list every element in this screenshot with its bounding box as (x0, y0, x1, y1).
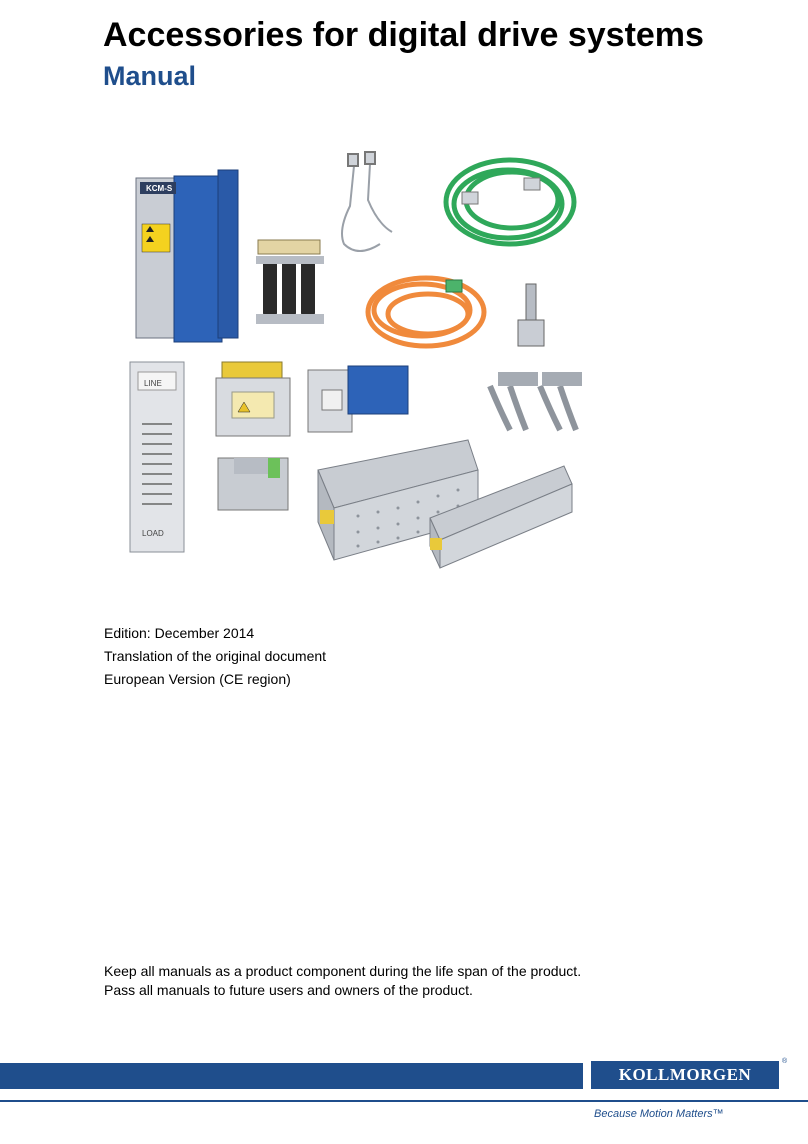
filter-line-label: LINE (144, 379, 162, 388)
mains-filter-illustration (130, 362, 184, 552)
green-cable-illustration (446, 160, 574, 244)
footer-rule (0, 1100, 808, 1102)
translation-note: Translation of the original document (104, 648, 327, 664)
kcm-module-illustration (136, 170, 238, 342)
manual-notice (104, 962, 581, 1000)
kcm-label: KCM-S (146, 184, 173, 193)
brand-tagline: Because Motion Matters™ (594, 1108, 724, 1120)
edition-info (104, 622, 326, 691)
document-subtitle: Manual (103, 61, 197, 91)
notice-line-2: Pass all manuals to future users and owners of the product. (104, 982, 473, 998)
registered-mark: ® (782, 1058, 788, 1065)
notice-line-1: Keep all manuals as a product component during the life span of the product. (104, 963, 582, 979)
product-collage-image (118, 140, 588, 570)
shield-clamp-illustration (490, 284, 582, 430)
orange-cable-illustration (368, 278, 484, 346)
line-choke-illustration (256, 240, 324, 324)
document-title: Accessories for digital drive systems (103, 16, 704, 54)
kollmorgen-logo: KOLLMORGEN (591, 1061, 779, 1089)
transformer-illustration (216, 362, 290, 436)
footer-band (0, 1063, 583, 1089)
small-cable-illustration (342, 152, 392, 251)
version-note: European Version (CE region) (104, 671, 291, 687)
regen-resistor-small-illustration (308, 366, 408, 432)
edition-date: Edition: December 2014 (104, 625, 255, 641)
filter-load-label: LOAD (142, 529, 164, 538)
terminal-block-illustration (218, 458, 288, 510)
